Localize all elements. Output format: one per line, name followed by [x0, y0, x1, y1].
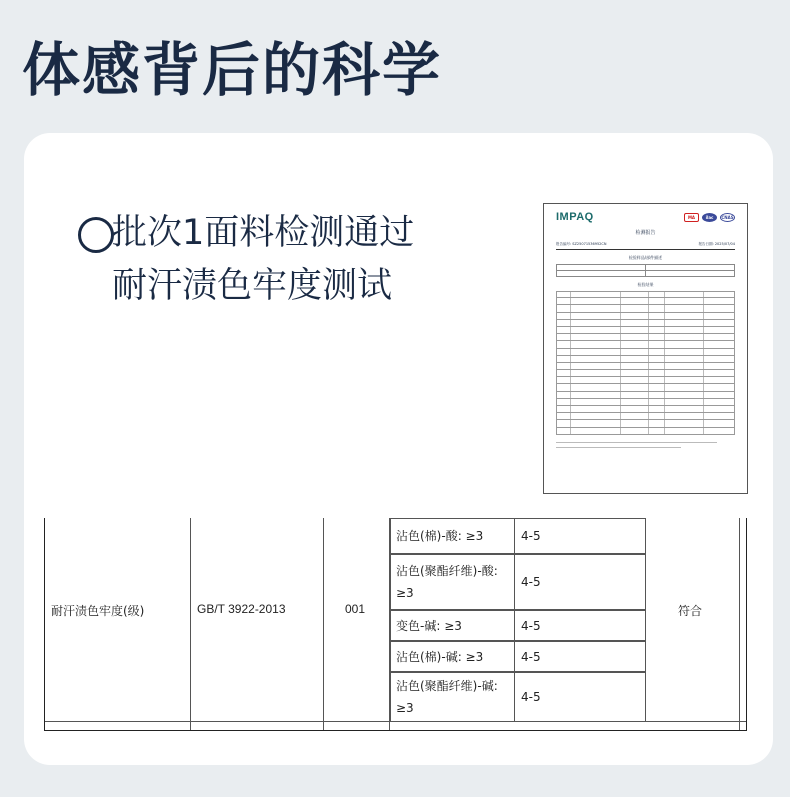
test-standard: GB/T 3922-2013	[197, 602, 286, 616]
claim-line-2: 耐汗渍色牢度测试	[112, 266, 393, 306]
sample-section-title: 检验样品/部件描述	[628, 255, 663, 260]
report-meta	[556, 242, 735, 250]
test-claim	[112, 207, 472, 313]
report-date: 报告日期: 2025/07/04	[698, 242, 735, 246]
result-row	[390, 610, 646, 641]
cma-mark-icon: MA	[684, 213, 699, 222]
test-item-label: 耐汗渍色牢度(级)	[51, 604, 145, 618]
certification-marks	[684, 213, 735, 222]
page-headline: 体感背后的科学	[22, 36, 443, 104]
result-row	[390, 518, 646, 554]
results-section-title: 检验结果	[637, 282, 654, 287]
results-table	[556, 291, 735, 435]
verdict-label: 符合	[678, 604, 703, 618]
claim-line-1: 批次1面料检测通过	[112, 213, 415, 253]
result-row	[390, 672, 646, 722]
result-value: 4-5	[521, 618, 541, 633]
report-number: 报告编号: SZ25071536952CN	[556, 242, 607, 246]
result-value: 4-5	[521, 575, 541, 589]
requirement: 沾色(聚酯纤维)-碱: ≥3	[391, 673, 515, 721]
report-title: 检测报告	[635, 230, 656, 236]
result-value: 4-5	[521, 529, 541, 543]
requirement: 变色-碱: ≥3	[391, 611, 515, 640]
result-value: 4-5	[521, 649, 541, 664]
circle-bullet-icon	[78, 217, 114, 253]
report-footnote	[556, 438, 735, 448]
zoomed-result-table	[44, 518, 747, 731]
result-value: 4-5	[521, 690, 541, 704]
sample-table	[556, 264, 735, 277]
requirement: 沾色(棉)-碱: ≥3	[391, 642, 515, 671]
ilac-mark-icon: ilac	[702, 213, 717, 222]
result-row	[390, 554, 646, 610]
cnas-mark-icon: CNAS	[721, 214, 734, 220]
test-report-thumbnail	[543, 203, 748, 494]
requirement: 沾色(聚酯纤维)-酸: ≥3	[391, 555, 515, 609]
lab-logo: IMPAQ	[556, 211, 594, 223]
sample-number: 001	[345, 602, 366, 616]
content-card	[24, 133, 773, 765]
result-row	[390, 641, 646, 672]
requirement: 沾色(棉)-酸: ≥3	[391, 519, 515, 553]
